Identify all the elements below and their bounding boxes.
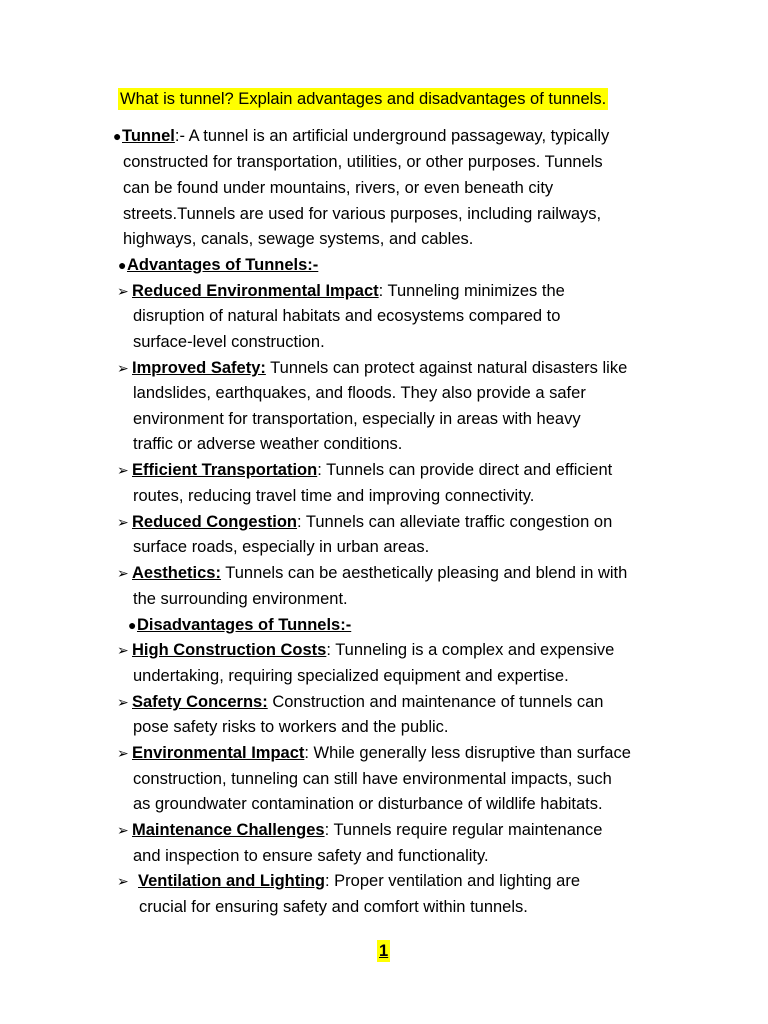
- disadvantage-line: construction, tunneling can still have environmental impacts, such: [133, 770, 612, 788]
- disadvantage-item: ➢ Maintenance Challenges: Tunnels require regular maintenance: [117, 818, 602, 844]
- advantage-line: surface roads, especially in urban areas.: [133, 538, 430, 556]
- disadvantage-item: ➢ Safety Concerns: Construction and maintenance of tunnels can: [117, 690, 603, 716]
- disadvantage-line: and inspection to ensure safety and functionality.: [133, 847, 489, 865]
- tunnel-definition-first-line: ●Tunnel:- A tunnel is an artificial underground passageway, typically: [113, 124, 609, 150]
- advantage-line: traffic or adverse weather conditions.: [133, 435, 403, 453]
- tunnel-term: Tunnel: [122, 127, 175, 145]
- advantage-line: landslides, earthquakes, and floods. They also provide a safer: [133, 384, 586, 402]
- arrow-bullet-icon: ➢: [117, 514, 129, 530]
- tunnel-definition-line: constructed for transportation, utilities, or other purposes. Tunnels: [123, 153, 603, 171]
- tunnel-definition-line: can be found under mountains, rivers, or even beneath city: [123, 179, 554, 197]
- disadvantages-heading: ●Disadvantages of Tunnels:-: [128, 613, 351, 639]
- disadvantage-line: undertaking, requiring specialized equipment and expertise.: [133, 667, 569, 685]
- bullet-dot-icon: ●: [128, 617, 137, 633]
- advantage-item: ➢ Efficient Transportation: Tunnels can provide direct and efficient: [117, 458, 612, 484]
- disadvantage-item: ➢ Environmental Impact: While generally less disruptive than surface: [117, 741, 631, 767]
- advantage-line: environment for transportation, especially in areas with heavy: [133, 410, 581, 428]
- arrow-bullet-icon: ➢: [117, 642, 129, 658]
- bullet-dot-icon: ●: [113, 128, 122, 144]
- advantage-item: ➢ Improved Safety: Tunnels can protect against natural disasters like: [117, 356, 627, 382]
- disadvantage-item: ➢ High Construction Costs: Tunneling is a complex and expensive: [117, 638, 614, 664]
- arrow-bullet-icon: ➢: [117, 565, 129, 581]
- bullet-dot-icon: ●: [118, 257, 127, 273]
- disadvantage-item: ➢ Ventilation and Lighting: Proper ventilation and lighting are: [117, 869, 580, 895]
- tunnel-definition-line: streets.Tunnels are used for various purposes, including railways,: [123, 205, 602, 223]
- advantage-line: the surrounding environment.: [133, 590, 348, 608]
- advantages-heading: ●Advantages of Tunnels:-: [118, 253, 318, 279]
- arrow-bullet-icon: ➢: [117, 694, 129, 710]
- title-block: [118, 88, 608, 110]
- advantage-item: ➢ Reduced Congestion: Tunnels can alleviate traffic congestion on: [117, 510, 612, 536]
- advantage-line: surface-level construction.: [133, 333, 325, 351]
- arrow-bullet-icon: ➢: [117, 745, 129, 761]
- tunnel-definition-line: highways, canals, sewage systems, and cables.: [123, 230, 474, 248]
- page-title: What is tunnel? Explain advantages and disadvantages of tunnels.: [120, 90, 607, 108]
- page-number: 1: [379, 942, 389, 960]
- arrow-bullet-icon: ➢: [117, 873, 129, 889]
- arrow-bullet-icon: ➢: [117, 462, 129, 478]
- arrow-bullet-icon: ➢: [117, 822, 129, 838]
- arrow-bullet-icon: ➢: [117, 360, 129, 376]
- arrow-bullet-icon: ➢: [117, 283, 129, 299]
- disadvantage-line: crucial for ensuring safety and comfort within tunnels.: [139, 898, 528, 916]
- disadvantage-line: pose safety risks to workers and the public.: [133, 718, 449, 736]
- advantage-item: ➢ Reduced Environmental Impact: Tunneling minimizes the: [117, 279, 565, 305]
- advantage-line: routes, reducing travel time and improving connectivity.: [133, 487, 535, 505]
- disadvantage-line: as groundwater contamination or disturbance of wildlife habitats.: [133, 795, 603, 813]
- advantage-line: disruption of natural habitats and ecosystems compared to: [133, 307, 561, 325]
- advantage-item: ➢ Aesthetics: Tunnels can be aesthetically pleasing and blend in with: [117, 561, 627, 587]
- page-number-block: [377, 940, 390, 962]
